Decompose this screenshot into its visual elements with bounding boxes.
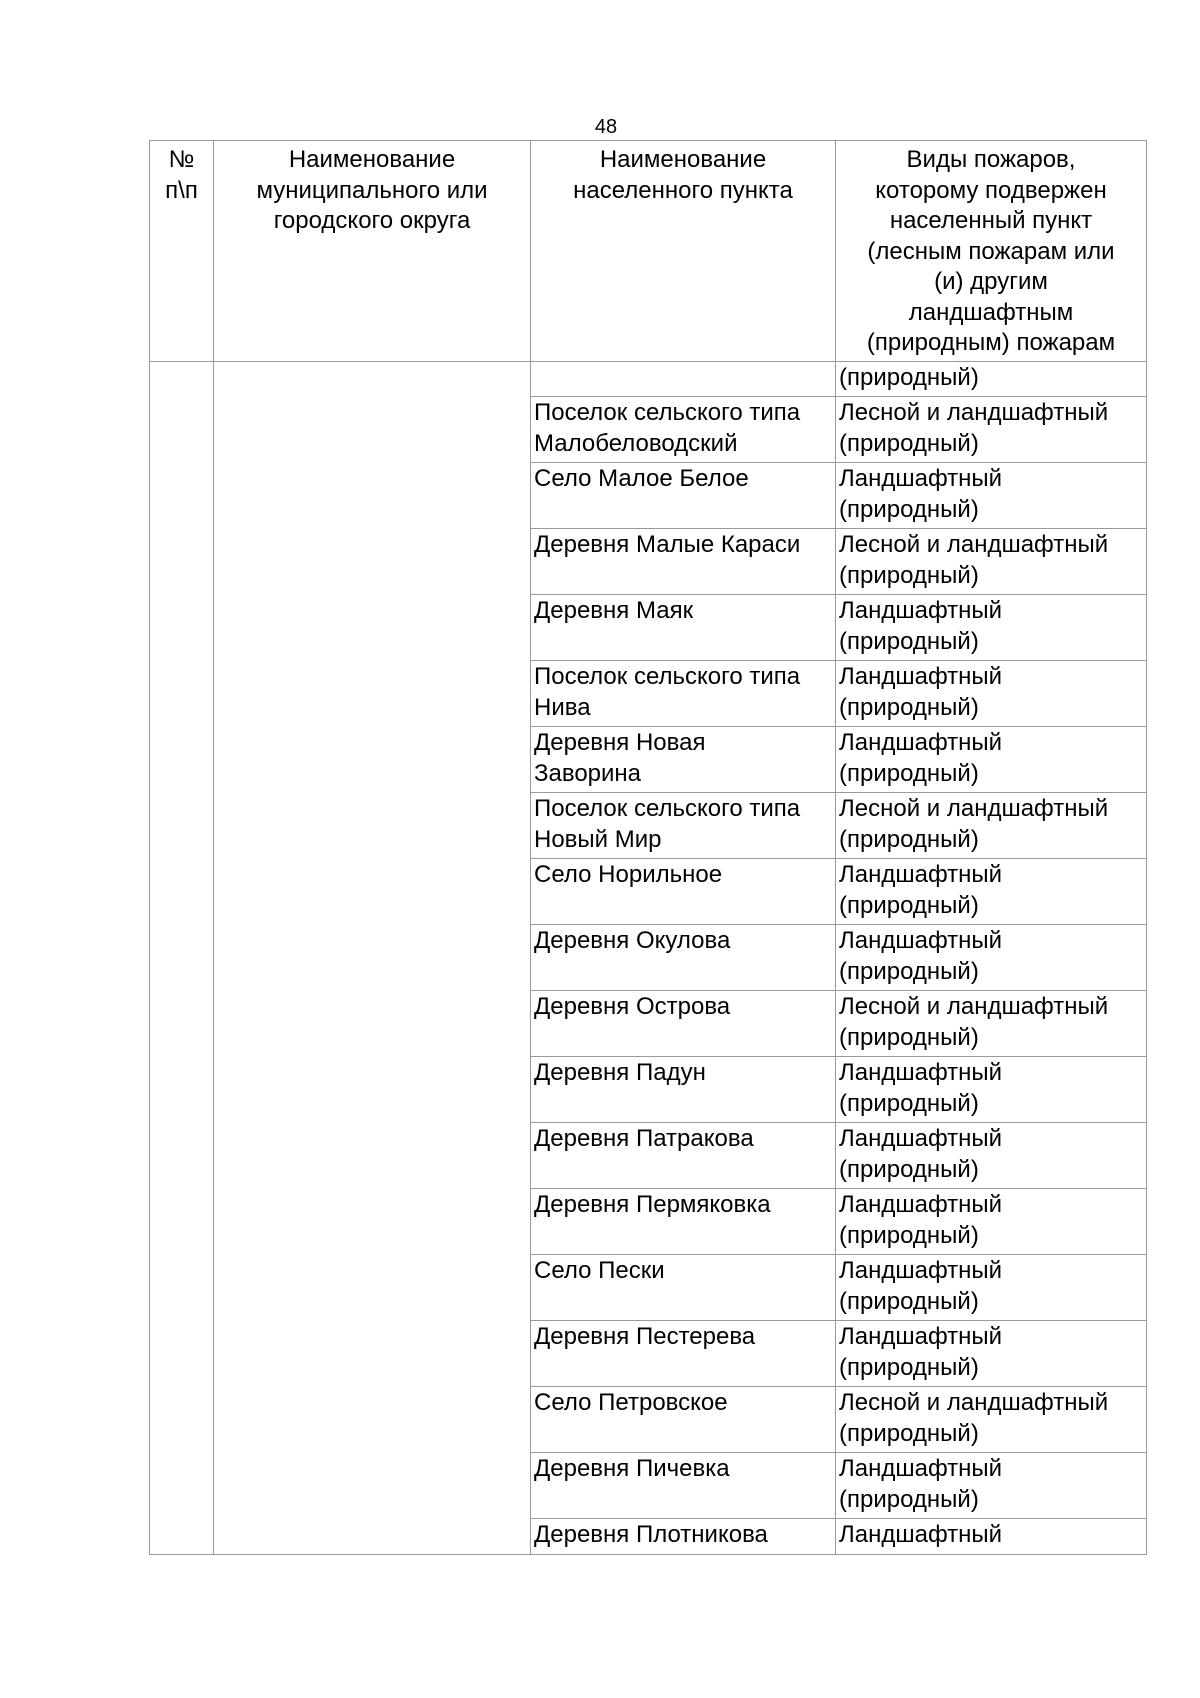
locality-text: Деревня Окулова (534, 927, 731, 954)
fire-type-cell (836, 727, 1147, 793)
locality-text: Деревня Пермяковка (534, 1191, 771, 1218)
locality-cell (531, 727, 836, 793)
fire-type-cell (836, 1321, 1147, 1387)
locality-cell (531, 1255, 836, 1321)
table-row (150, 362, 1147, 397)
locality-text: Поселок сельского типа (534, 795, 801, 822)
locality-text: Деревня Пичевка (534, 1455, 730, 1482)
locality-cell (531, 793, 836, 859)
locality-text: Деревня Плотникова (534, 1521, 768, 1548)
fire-type-text: Ландшафтный (839, 1125, 1003, 1152)
locality-text: Малобеловодский (534, 429, 738, 457)
locality-text: Село Пески (534, 1257, 665, 1284)
fire-type-text: Ландшафтный (839, 1521, 1003, 1548)
fire-type-text: Ландшафтный (839, 597, 1003, 624)
fire-type-cell (836, 793, 1147, 859)
locality-cell (531, 1321, 836, 1387)
fire-type-cell (836, 595, 1147, 661)
fire-type-text: Лесной и ландшафтный (839, 531, 1109, 558)
locality-text: Деревня Маяк (534, 597, 694, 624)
fire-type-text: (природный) (839, 957, 979, 985)
fire-type-text: Ландшафтный (839, 1257, 1003, 1284)
locality-text: Деревня Пестерева (534, 1323, 756, 1350)
header-municipality-text: муниципального или (256, 176, 488, 204)
fire-type-text: (природный) (839, 891, 979, 919)
locality-cell (531, 1057, 836, 1123)
fire-type-text: (природный) (839, 561, 979, 589)
fire-type-text: Ландшафтный (839, 663, 1003, 690)
fire-type-text: (природный) (839, 1155, 979, 1183)
fire-type-cell (836, 397, 1147, 463)
fire-type-text: (природный) (839, 1089, 979, 1117)
header-num (150, 141, 214, 362)
fire-type-cell (836, 1255, 1147, 1321)
fire-type-cell (836, 859, 1147, 925)
fire-type-cell (836, 661, 1147, 727)
fire-type-cell (836, 1123, 1147, 1189)
fire-type-text: Лесной и ландшафтный (839, 993, 1109, 1020)
fire-type-cell (836, 362, 1147, 397)
municipality-cell (214, 362, 531, 1555)
fire-type-text: Ландшафтный (839, 1455, 1003, 1482)
fire-type-text: Лесной и ландшафтный (839, 399, 1109, 426)
fire-type-text: Ландшафтный (839, 729, 1003, 756)
header-fire-types-text: (лесным пожарам или (867, 237, 1115, 265)
table-header-row (150, 141, 1147, 362)
fire-type-text: (природный) (839, 1287, 979, 1315)
fire-type-text: Ландшафтный (839, 861, 1003, 888)
locality-text: Нива (534, 693, 591, 721)
header-fire-types-text: населенный пункт (889, 207, 1093, 234)
locality-text: Деревня Падун (534, 1059, 706, 1086)
locality-cell (531, 1123, 836, 1189)
locality-text: Новый Мир (534, 825, 662, 853)
fire-type-cell (836, 1057, 1147, 1123)
fire-type-cell (836, 1519, 1147, 1555)
locality-text: Заворина (534, 759, 642, 787)
fire-type-text: (природный) (839, 1485, 979, 1513)
fire-type-cell (836, 1387, 1147, 1453)
locality-cell (531, 1519, 836, 1555)
locality-cell (531, 362, 836, 397)
fire-type-text: (природный) (839, 495, 979, 523)
header-municipality-text: городского округа (273, 207, 471, 234)
locality-text: Село Малое Белое (534, 465, 749, 492)
locality-cell (531, 529, 836, 595)
locality-text: Деревня Острова (534, 993, 731, 1020)
fire-type-text: (природный) (839, 429, 979, 457)
page-number: 48 (594, 116, 618, 138)
fire-type-cell (836, 529, 1147, 595)
locality-cell (531, 1189, 836, 1255)
locality-text: Деревня Малые Караси (534, 531, 801, 558)
locality-text: Поселок сельского типа (534, 663, 801, 690)
header-num-text: № (168, 146, 195, 173)
locality-cell (531, 991, 836, 1057)
locality-text: Деревня Новая (534, 729, 706, 756)
locality-cell (531, 595, 836, 661)
fire-type-cell (836, 1453, 1147, 1519)
locality-cell (531, 661, 836, 727)
fire-type-text: (природный) (839, 627, 979, 655)
fire-type-text: Ландшафтный (839, 1059, 1003, 1086)
fire-type-cell (836, 991, 1147, 1057)
fire-type-text: (природный) (839, 825, 979, 853)
locality-cell (531, 1453, 836, 1519)
fire-type-cell (836, 1189, 1147, 1255)
header-fire-types-text: Виды пожаров, (906, 146, 1076, 173)
table-body (150, 362, 1147, 1555)
fire-type-text: (природный) (839, 1221, 979, 1249)
fire-type-cell (836, 925, 1147, 991)
fire-type-text: (природный) (839, 1419, 979, 1447)
locality-cell (531, 1387, 836, 1453)
fire-type-text: Ландшафтный (839, 465, 1003, 492)
header-fire-types-text: которому подвержен (875, 176, 1107, 204)
locality-cell (531, 925, 836, 991)
locality-cell (531, 859, 836, 925)
fire-type-text: (природный) (839, 759, 979, 787)
locality-cell (531, 397, 836, 463)
fire-type-text: (природный) (839, 364, 979, 391)
fire-type-text: (природный) (839, 1023, 979, 1051)
locality-text: Деревня Патракова (534, 1125, 754, 1152)
header-municipality (214, 141, 531, 362)
fire-type-text: Ландшафтный (839, 927, 1003, 954)
header-locality (531, 141, 836, 362)
fire-type-text: (природный) (839, 693, 979, 721)
fire-type-text: Ландшафтный (839, 1323, 1003, 1350)
header-locality-text: населенного пункта (573, 176, 793, 204)
header-fire-types-text: ландшафтным (908, 298, 1074, 326)
header-num-text: п\п (165, 176, 198, 204)
locality-text: Село Петровское (534, 1389, 728, 1416)
fire-type-text: Лесной и ландшафтный (839, 795, 1109, 822)
locality-cell (531, 463, 836, 529)
fire-type-text: Лесной и ландшафтный (839, 1389, 1109, 1416)
locality-text: Поселок сельского типа (534, 399, 801, 426)
fire-type-text: Ландшафтный (839, 1191, 1003, 1218)
fire-type-text: (природный) (839, 1353, 979, 1381)
fire-risk-table (149, 140, 1147, 1555)
header-fire-types-text: (и) другим (934, 268, 1048, 295)
header-municipality-text: Наименование (288, 146, 456, 173)
num-cell (150, 362, 214, 1555)
fire-type-cell (836, 463, 1147, 529)
header-locality-text: Наименование (599, 146, 767, 173)
locality-text: Село Норильное (534, 861, 723, 888)
header-fire-types (836, 141, 1147, 362)
header-fire-types-text: (природным) пожарам (866, 329, 1116, 356)
